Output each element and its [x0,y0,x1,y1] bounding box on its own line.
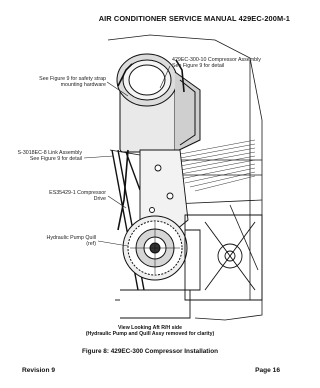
view-caption-line2: (Hydraulic Pump and Quill Assy removed for clarity) [85,331,215,338]
pump-quill-line2: (ref) [86,241,96,248]
compressor-assembly-line2: See Figure 9 for detail [172,63,225,70]
view-caption [0,325,300,338]
revision-label: Revision 9 [22,367,55,374]
safety-strap-line2: mounting hardware [60,82,106,89]
cooling-fins [175,140,255,191]
figure-caption: Figure 8: 429EC-300 Compressor Installation [81,348,219,355]
compressor-assembly-callout [172,57,261,69]
compressor-drive-line2: Drive [93,196,106,203]
page-header-title: AIR CONDITIONER SERVICE MANUAL 429EC-200M-1 [98,14,290,23]
drive-pulley [123,216,187,280]
compressor-drive-callout [49,190,106,202]
link-assembly-line2: See Figure 9 for detail [29,156,82,163]
pump-quill-callout [47,235,96,247]
link-assembly-line1: S-3018EC-8 Link Assembly [17,150,82,156]
link-assembly-callout [18,150,82,162]
pump-quill-line1: Hydraulic Pump Quill [46,235,96,241]
safety-strap-line1: See Figure 9 for safety strap [39,76,106,82]
page-number: Page 16 [255,367,280,374]
view-caption-line1: View Looking Aft R/H side [118,325,182,331]
compressor-assembly-line1: 429EC-300-10 Compressor Assembly [172,57,261,63]
safety-strap-callout [39,76,106,88]
compressor-drive-line1: ES35429-1 Compressor [49,190,106,196]
